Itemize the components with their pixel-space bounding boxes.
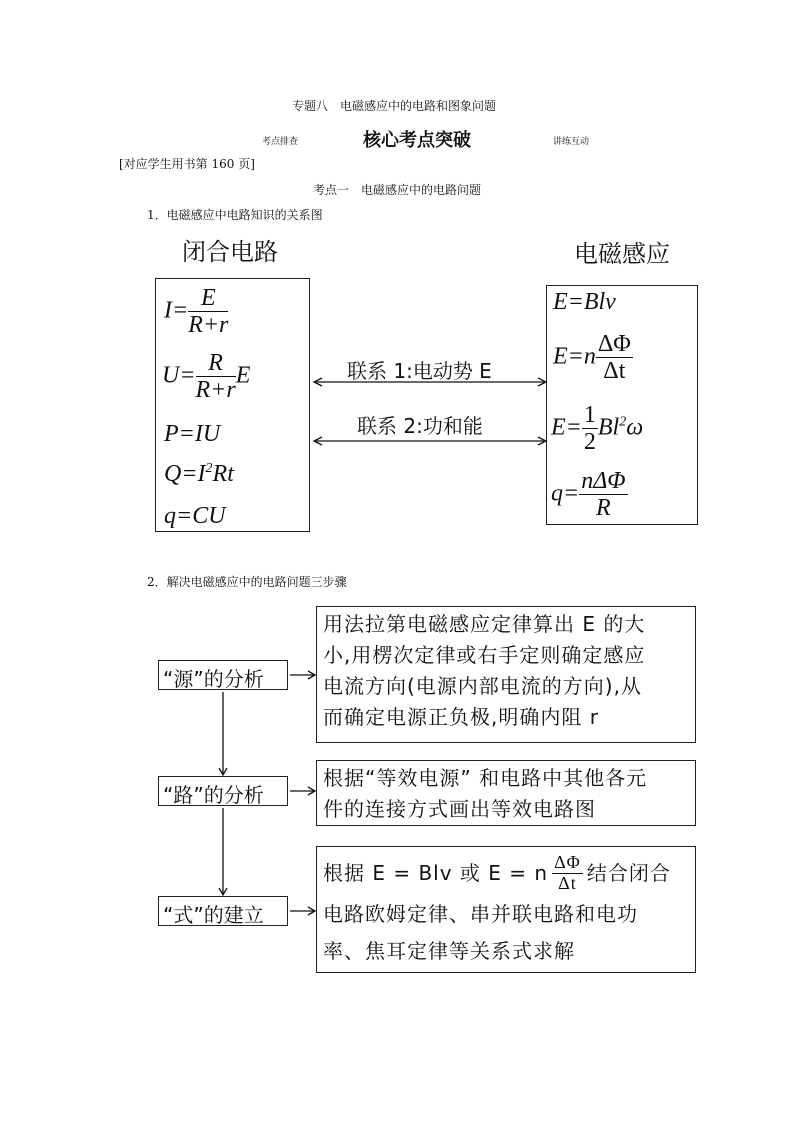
formula-voltage: U= $\frac{R}{R+r}$ E <box>162 350 251 404</box>
link2-label: 联系 2:功和能 <box>357 414 483 438</box>
step-connectors <box>150 600 320 930</box>
step-source-detail-box <box>316 606 696 743</box>
em-induction-title: 电磁感应 <box>574 240 670 268</box>
formula-charge-flux: q= $\frac{\text{nΔΦ}}{R}$ <box>551 468 626 522</box>
formula-charge: q=CU <box>164 503 226 529</box>
formula-current: I= $\frac{E}{R+r}$ <box>164 285 229 339</box>
step-circuit-detail: 根据“等效电源” 和电路中其他各元 件的连接方式画出等效电路图 <box>323 766 648 821</box>
step-source-label: “源”的分析 <box>163 667 264 691</box>
formula-heat: $Q=I^2Rt$ <box>164 461 234 487</box>
step-circuit-detail-box <box>316 760 696 826</box>
part2-heading: 2．解决电磁感应中的电路问题三步骤 <box>147 575 347 589</box>
left-tag: 考点排查 <box>262 137 299 147</box>
step-source-detail: 用法拉第电磁感应定律算出 E 的大 小,用楞次定律或右手定则确定感应 电流方向(电源内部电流的方向),从 而确定电源正负极,明确内阻 r <box>323 612 646 729</box>
link1-double-arrow <box>312 376 548 388</box>
link2-double-arrow <box>312 435 548 447</box>
topic-title: 专题八 电磁感应中的电路和图象问题 <box>292 99 497 113</box>
formula-power: P=IU <box>164 421 221 447</box>
step-formula-detail-box <box>316 846 696 973</box>
book-reference: [对应学生用书第 160 页] <box>119 157 255 171</box>
right-tag: 讲练互动 <box>553 137 590 147</box>
step-formula-label: “式”的建立 <box>163 903 264 927</box>
part1-heading: 1．电磁感应中电路知识的关系图 <box>147 208 323 222</box>
link1-label: 联系 1:电动势 E <box>347 359 492 383</box>
section-title: 考点一 电磁感应中的电路问题 <box>313 183 482 197</box>
closed-circuit-title: 闭合电路 <box>182 238 278 266</box>
formula-emf-motional: E=Blv <box>553 289 616 315</box>
step-circuit-label: “路”的分析 <box>163 783 264 807</box>
step-formula-detail: 根据 E = Blv 或 E = n $\frac{\Delta\Phi}{\Delta t}$ 结合闭合 电路欧姆定律、串并联电路和电功 率、焦耳定律等关系式求解 <box>323 851 671 963</box>
formula-emf-rotating: E= $\frac{1}{2}$ Bl$^2$ω <box>551 402 644 456</box>
formula-emf-faraday: E=n $\frac{\Delta\Phi}{\Delta t}$ <box>553 331 631 385</box>
center-title: 核心考点突破 <box>363 130 471 151</box>
